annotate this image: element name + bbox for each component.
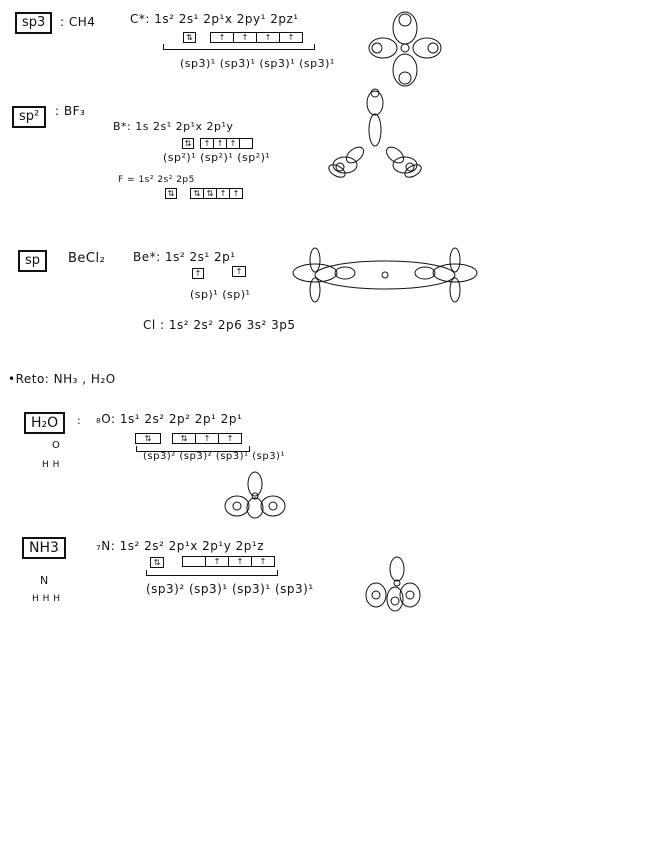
nitrogen-1s-box	[150, 557, 164, 568]
hybrid-brace	[163, 44, 315, 50]
fluorine-2-boxes	[190, 188, 243, 199]
orbital-box	[182, 556, 205, 567]
boron-config: B*: 1s 2s¹ 2p¹x 2p¹y	[113, 120, 234, 133]
orbital-box: ⇅	[165, 188, 177, 199]
nh3-hybrids: (sp3)² (sp3)¹ (sp3)¹ (sp3)¹	[146, 582, 314, 596]
oxygen-2p-boxes	[172, 433, 242, 444]
ch4-molecule: : CH4	[60, 15, 96, 29]
orbital-box: ↑	[233, 32, 256, 43]
sp-label: sp	[18, 250, 47, 272]
h2o-colon: :	[77, 414, 82, 427]
lewis-nitrogen: N	[40, 574, 49, 587]
ch4-orbital-drawing	[365, 8, 445, 88]
orbital-box: ⇅	[172, 433, 195, 444]
beryllium-config: Be*: 1s² 2s¹ 2p¹	[133, 250, 236, 264]
reto-heading: •Reto: NH₃ , H₂O	[8, 372, 116, 386]
orbital-box: ↑	[279, 32, 303, 43]
orbital-box: ↑	[213, 138, 226, 149]
carbon-2-boxes	[210, 32, 303, 43]
orbital-box	[239, 138, 253, 149]
oxygen-boxes-frame	[135, 433, 161, 444]
nh3-label: NH3	[22, 537, 66, 559]
lewis-oxygen: O	[52, 440, 61, 451]
carbon-config: C*: 1s² 2s¹ 2p¹x 2py¹ 2pz¹	[130, 12, 299, 26]
orbital-box: ↑	[205, 556, 228, 567]
orbital-box: ↑	[218, 433, 242, 444]
orbital-box: ↑	[229, 188, 243, 199]
orbital-box: ↑	[256, 32, 279, 43]
lewis-h2o-hydrogens: H H	[42, 460, 60, 470]
lewis-nh3-hydrogens: H H H	[32, 594, 61, 604]
orbital-box: ↑	[228, 556, 251, 567]
orbital-box: ↑	[192, 268, 204, 279]
orbital-box: ⇅	[190, 188, 203, 199]
fluorine-config: F = 1s² 2s² 2p5	[118, 175, 195, 185]
becl2-orbital-drawing	[285, 245, 485, 305]
orbital-box: ↑	[226, 138, 239, 149]
orbital-box: ↑	[200, 138, 213, 149]
sp2-hybrids: (sp²)¹ (sp²)¹ (sp²)¹	[163, 151, 271, 164]
orbital-box: ↑	[251, 556, 275, 567]
nitrogen-2-boxes	[182, 556, 275, 567]
nitrogen-config: ₇N: 1s² 2s² 2p¹x 2p¹y 2p¹z	[96, 539, 264, 553]
oxygen-config: ₈O: 1s¹ 2s² 2p² 2p¹ 2p¹	[96, 412, 243, 426]
orbital-box: ↑	[210, 32, 233, 43]
orbital-box: ⇅	[183, 32, 196, 43]
boron-1s-box	[182, 138, 194, 149]
sp-hybrids: (sp)¹ (sp)¹	[190, 288, 251, 301]
h2o-orbital-drawing	[220, 470, 290, 525]
beryllium-2s-box	[192, 268, 204, 279]
h2o-label: H₂O	[24, 412, 65, 434]
orbital-box: ⇅	[135, 433, 161, 444]
orbital-box: ⇅	[150, 557, 164, 568]
orbital-box: ↑	[232, 266, 246, 277]
nh3-orbital-drawing	[360, 555, 425, 615]
h2o-hybrids: (sp3)² (sp3)² (sp3)¹ (sp3)¹	[143, 451, 285, 462]
chlorine-config: Cl : 1s² 2s² 2p6 3s² 3p5	[143, 318, 296, 332]
orbital-box: ↑	[216, 188, 229, 199]
carbon-1s-box	[183, 32, 196, 43]
fluorine-1-box	[165, 188, 177, 199]
becl2-molecule: BeCl₂	[68, 251, 106, 266]
beryllium-2p-box	[232, 266, 246, 277]
sp2-label: sp²	[12, 106, 46, 128]
orbital-box: ↑	[195, 433, 218, 444]
bf3-molecule: : BF₃	[55, 104, 86, 118]
sp3-hybrids: (sp3)¹ (sp3)¹ (sp3)¹ (sp3)¹	[180, 57, 335, 70]
orbital-box: ⇅	[203, 188, 216, 199]
boron-2-boxes	[200, 138, 253, 149]
orbital-box: ⇅	[182, 138, 194, 149]
bf3-orbital-drawing	[325, 85, 415, 185]
sp3-label: sp3	[15, 12, 52, 34]
hybrid-brace	[146, 570, 278, 576]
